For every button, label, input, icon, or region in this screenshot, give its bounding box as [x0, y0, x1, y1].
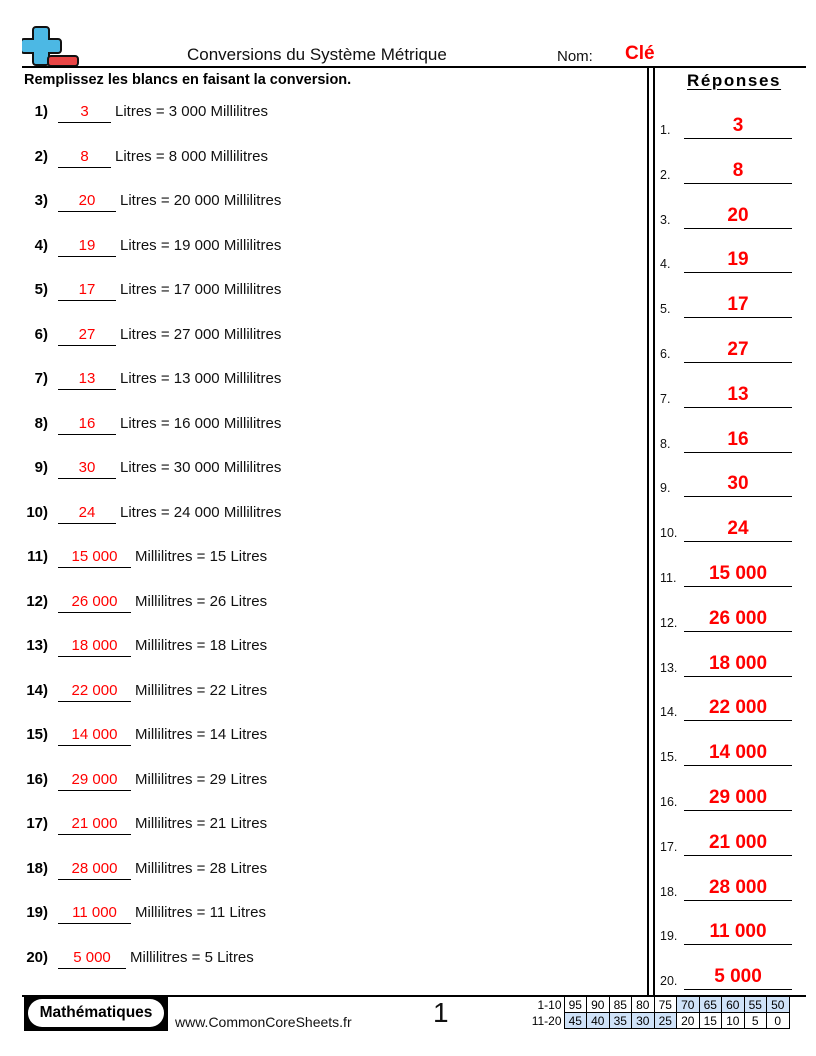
answer-key-row [660, 691, 792, 721]
problem-number: 9) [34, 459, 48, 476]
problem-text: Millilitres = 29 Litres [135, 770, 268, 788]
answer-blank[interactable]: 8 [58, 148, 111, 168]
answer-key-row [660, 960, 792, 990]
plus-minus-logo-icon [22, 24, 80, 68]
name-value: Clé [625, 43, 655, 64]
problem-number: 14) [26, 681, 48, 699]
answer-key-line [684, 228, 792, 229]
score-cell: 95 [564, 997, 587, 1013]
answer-blank[interactable]: 30 [58, 459, 116, 479]
problem-text: Millilitres = 18 Litres [135, 637, 268, 654]
score-cell: 25 [654, 1013, 677, 1029]
problem-row [0, 326, 640, 348]
answer-key-row [660, 199, 792, 229]
answer-key-row [660, 557, 792, 587]
score-cell: 10 [722, 1013, 745, 1029]
problem-text: Millilitres = 5 Litres [130, 948, 254, 966]
answer-key-number: 9. [660, 481, 671, 496]
problem-row [0, 593, 640, 615]
answer-key-line [684, 720, 792, 721]
problem-row [0, 370, 640, 392]
answer-key-value: 28 000 [708, 876, 768, 898]
answers-title: Réponses [687, 71, 782, 90]
answer-key-number: 10. [660, 526, 678, 541]
answer-key-value: 17 [727, 294, 749, 316]
score-cell: 30 [632, 1013, 655, 1029]
problem-row [0, 771, 640, 793]
answer-blank[interactable]: 27 [58, 326, 116, 346]
problem-number: 10) [26, 503, 48, 521]
answer-key-line [684, 765, 792, 766]
answer-key-line [684, 317, 792, 318]
brand-label: Mathématiques [28, 999, 164, 1027]
problem-number: 8) [34, 414, 48, 432]
answer-key-number: 5. [660, 302, 671, 317]
answer-key-number: 1. [660, 123, 671, 137]
problem-row [0, 548, 640, 570]
answer-key-row [660, 288, 792, 318]
score-cell: 35 [609, 1013, 632, 1029]
answer-key-line [684, 810, 792, 811]
answer-blank[interactable]: 17 [58, 281, 116, 301]
answer-key-row [660, 378, 792, 408]
problem-text: Litres = 20 000 Millilitres [120, 192, 282, 209]
answer-key-line [684, 541, 792, 542]
answer-key-number: 3. [660, 212, 671, 227]
answer-key-line [684, 586, 792, 587]
problem-number: 15) [26, 726, 48, 743]
problem-text: Litres = 27 000 Millilitres [120, 325, 282, 343]
answer-blank[interactable]: 22 000 [58, 682, 131, 702]
answer-key-row [660, 781, 792, 811]
answer-key-line [684, 138, 792, 139]
answer-key-value: 13 [727, 383, 749, 405]
instructions: Remplissez les blancs en faisant la conversion. [24, 72, 352, 88]
score-cell: 40 [587, 1013, 610, 1029]
problem-number: 3) [34, 192, 48, 209]
problem-number: 6) [34, 325, 48, 343]
problem-row [0, 637, 640, 659]
problem-text: Millilitres = 22 Litres [135, 681, 268, 699]
answer-key-value: 16 [727, 428, 749, 450]
answer-key-value: 29 000 [708, 787, 768, 808]
answer-blank[interactable]: 14 000 [58, 726, 131, 746]
answer-key-number: 17. [660, 839, 678, 854]
problem-text: Litres = 16 000 Millilitres [120, 414, 282, 432]
answer-blank[interactable]: 29 000 [58, 771, 131, 791]
answer-key-line [684, 676, 792, 677]
answer-key-value: 22 000 [708, 697, 768, 719]
score-range-label: 1-10 [537, 997, 562, 1012]
answer-key-row [660, 423, 792, 453]
answer-blank[interactable]: 16 [58, 415, 116, 435]
answer-key-value: 24 [727, 518, 749, 540]
answer-key-number: 6. [660, 347, 671, 361]
score-table [530, 996, 790, 1029]
answer-key-row [660, 467, 792, 497]
answer-blank[interactable]: 3 [58, 103, 111, 123]
score-cell: 85 [609, 997, 632, 1013]
answer-key-line [684, 989, 792, 990]
problem-text: Litres = 3 000 Millilitres [115, 103, 268, 120]
problem-text: Millilitres = 15 Litres [135, 548, 268, 565]
answer-key-row [660, 915, 792, 945]
problem-text: Litres = 19 000 Millilitres [120, 236, 282, 254]
score-cell: 80 [632, 997, 655, 1013]
answer-key-line [684, 362, 792, 363]
problem-row [0, 192, 640, 214]
problem-text: Litres = 30 000 Millilitres [120, 459, 282, 476]
problem-row [0, 949, 640, 971]
answer-key-value: 19 [727, 249, 749, 271]
answer-key-row [660, 109, 792, 139]
score-cell: 65 [699, 997, 722, 1013]
answer-key-number: 11. [660, 571, 677, 585]
problem-number: 7) [34, 370, 48, 387]
answer-key-value: 21 000 [708, 831, 768, 853]
problem-row [0, 904, 640, 926]
answer-key-value: 27 [727, 339, 749, 360]
answer-key-value: 18 000 [708, 652, 768, 674]
problem-text: Millilitres = 11 Litres [135, 904, 267, 921]
score-cell: 15 [699, 1013, 722, 1029]
answer-key-number: 15. [660, 750, 678, 765]
problem-text: Millilitres = 21 Litres [135, 815, 268, 832]
answer-key-row [660, 154, 792, 184]
score-cell: 50 [767, 997, 790, 1013]
answer-key-row [660, 826, 792, 856]
score-cell: 60 [722, 997, 745, 1013]
answer-key-number: 4. [660, 257, 671, 272]
answer-key-row [660, 647, 792, 677]
answer-key-value: 15 000 [708, 563, 768, 584]
answer-key-value: 20 [727, 204, 749, 226]
problem-number: 18) [26, 859, 48, 877]
answer-key-row [660, 333, 792, 363]
answer-blank[interactable]: 28 000 [58, 860, 131, 880]
site-url: www.CommonCoreSheets.fr [175, 1014, 352, 1030]
answer-blank[interactable]: 18 000 [58, 637, 131, 657]
problem-number: 4) [34, 236, 48, 254]
answer-key-number: 18. [660, 884, 678, 899]
answer-key-number: 2. [660, 167, 671, 182]
answer-blank[interactable]: 15 000 [58, 548, 131, 568]
answer-key-number: 20. [660, 974, 678, 989]
problem-number: 17) [26, 815, 48, 832]
answer-key-value: 26 000 [708, 607, 768, 629]
answer-key-line [684, 496, 792, 497]
answer-key-number: 7. [660, 391, 671, 406]
answer-key-row [660, 243, 792, 273]
problem-number: 11) [27, 548, 48, 565]
problem-row [0, 726, 640, 748]
answer-key-number: 16. [660, 795, 678, 809]
score-cell: 20 [677, 1013, 700, 1029]
problem-row [0, 148, 640, 170]
answer-key-value: 30 [727, 473, 749, 495]
answer-key-line [684, 183, 792, 184]
problem-row [0, 281, 640, 303]
problem-text: Millilitres = 14 Litres [135, 726, 268, 743]
problem-row [0, 815, 640, 837]
page-number: 1 [433, 997, 449, 1028]
name-label: Nom: [557, 48, 593, 65]
answer-blank[interactable]: 21 000 [58, 815, 131, 835]
answer-key-line [684, 944, 792, 945]
answer-key-line [684, 452, 792, 453]
answer-key-line [684, 407, 792, 408]
answer-blank[interactable]: 19 [58, 237, 116, 257]
problem-number: 1) [34, 103, 48, 120]
score-cell: 55 [744, 997, 767, 1013]
answer-blank[interactable]: 26 000 [58, 593, 131, 613]
problem-row [0, 415, 640, 437]
score-cell: 75 [654, 997, 677, 1013]
problem-row [0, 504, 640, 526]
answer-key-number: 19. [660, 929, 678, 944]
problem-text: Millilitres = 26 Litres [135, 592, 268, 610]
score-cell: 5 [744, 1013, 767, 1029]
answer-column-divider [647, 67, 655, 996]
answer-key-number: 14. [660, 705, 678, 720]
answer-key-row [660, 602, 792, 632]
problem-row [0, 103, 640, 125]
problem-row [0, 860, 640, 882]
answer-blank[interactable]: 11 000 [58, 904, 131, 924]
answer-key-row [660, 512, 792, 542]
problem-number: 2) [34, 147, 48, 165]
score-cell: 45 [564, 1013, 587, 1029]
score-range-label: 11-20 [531, 1013, 562, 1028]
problem-number: 19) [26, 904, 48, 921]
problem-number: 13) [26, 637, 48, 654]
worksheet-title: Conversions du Système Métrique [187, 45, 447, 64]
problem-row [0, 459, 640, 481]
score-row [530, 997, 789, 1013]
answer-key-row [660, 736, 792, 766]
answer-blank[interactable]: 5 000 [58, 949, 126, 969]
answer-key-value: 11 000 [709, 921, 767, 943]
header-divider [22, 66, 806, 68]
answer-key-line [684, 272, 792, 273]
problem-text: Millilitres = 28 Litres [135, 859, 268, 877]
answer-key-line [684, 900, 792, 901]
score-cell: 0 [767, 1013, 790, 1029]
score-cell: 90 [587, 997, 610, 1013]
answer-key-number: 13. [660, 660, 678, 675]
problem-number: 12) [26, 592, 48, 610]
answer-key-value: 8 [732, 159, 744, 181]
answer-blank[interactable]: 24 [58, 504, 116, 524]
answer-key-value: 3 [732, 115, 744, 136]
answer-key-number: 12. [660, 615, 678, 630]
problem-number: 20) [26, 948, 48, 966]
answer-key-line [684, 631, 792, 632]
answer-key-number: 8. [660, 436, 671, 451]
score-cell: 70 [677, 997, 700, 1013]
answer-key-row [660, 871, 792, 901]
answer-key-line [684, 855, 792, 856]
problem-text: Litres = 8 000 Millilitres [115, 147, 268, 165]
answer-key-value: 5 000 [714, 966, 762, 988]
problem-number: 16) [26, 770, 48, 788]
problem-text: Litres = 24 000 Millilitres [120, 503, 282, 521]
problem-text: Litres = 13 000 Millilitres [120, 370, 282, 387]
answer-key-value: 14 000 [708, 742, 768, 764]
answer-blank[interactable]: 13 [58, 370, 116, 390]
problem-number: 5) [34, 281, 48, 298]
answer-blank[interactable]: 20 [58, 192, 116, 212]
problem-row [0, 682, 640, 704]
score-row [530, 1013, 789, 1029]
problem-text: Litres = 17 000 Millilitres [120, 281, 282, 298]
problem-row [0, 237, 640, 259]
